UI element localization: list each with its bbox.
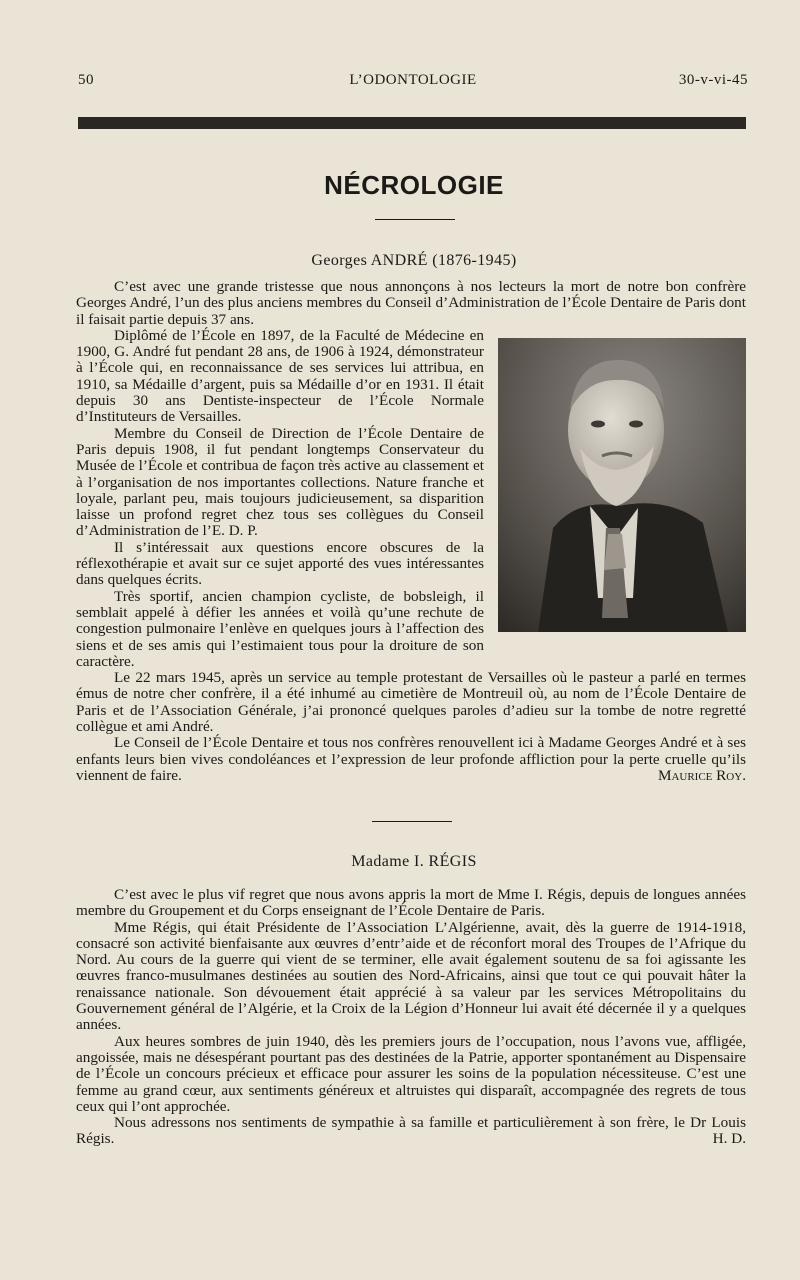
obituary-regis-body [76, 887, 746, 1148]
paragraph-text: Nous adressons nos sentiments de sympathie à sa famille et particulièrement à son frère, le Dr Louis Régis. [76, 1114, 746, 1148]
header-rule [78, 117, 746, 129]
paragraph: Membre du Conseil de Direction de l’École Dentaire de Paris depuis 1908, il fut pendant longtemps Conservateur du Musée de l’École et contribua de façon très active au classement et à l’organisation de nos importantes collections. Nature franche et loyale, parlant peu, mais toujours judicieusement, sa disparition laisse un profond regret chez tous ses collègues du Conseil d’Administration de l’E. D. P. [76, 424, 484, 540]
obituary-regis-heading: Madame I. RÉGIS [351, 853, 477, 870]
journal-title: L’ODONTOLOGIE [349, 72, 477, 88]
paragraph: Il s’intéressait aux questions encore obscures de la réflexothérapie et avait sur ce sujet apporté des vues intéressantes dans quelques écrits. [76, 538, 484, 589]
signature-hd: H. D. [712, 1130, 746, 1148]
portrait-photo [498, 338, 746, 632]
running-head [78, 72, 748, 92]
page-number: 50 [78, 72, 94, 88]
obituary-andre-body [76, 279, 746, 784]
separator-rule [372, 821, 452, 822]
paragraph: Le 22 mars 1945, après un service au temple protestant de Versailles où le pasteur a parlé en termes émus de notre cher confrère, il a été inhumé au cimetière de Montreuil où, au nom de l’École Dentaire de Paris et de l’Association Générale, j’ai prononcé quelques paroles d’adieu sur la tombe de notre regretté collègue et ami André. [76, 669, 746, 736]
paragraph: Diplômé de l’École en 1897, de la Faculté de Médecine en 1900, G. André fut pendant 28 ans, de 1906 à 1924, démonstrateur à l’École qui, en reconnaissance de ses services lui attribua, en 1910, sa Médaille d’argent, puis sa Médaille d’or en 1931. Il était depuis 30 ans Dentiste-inspecteur de l’École Normale d’Instituteurs de Versailles. [76, 326, 484, 426]
issue-date: 30-v-vi-45 [678, 72, 748, 88]
paragraph [76, 735, 746, 784]
title-underline [375, 219, 455, 220]
paragraph-text: Le Conseil de l’École Dentaire et tous nos confrères renouvellent ici à Madame Georges André et à ses enfants leurs bien vives condoléances et l’expression de leur profonde affliction pour la perte cruelle qu’ils viennent de faire. [76, 734, 746, 784]
signature-roy: Maurice Roy. [657, 766, 746, 784]
portrait-image [498, 338, 746, 632]
paragraph [76, 1115, 746, 1148]
paragraph: Aux heures sombres de juin 1940, dès les premiers jours de l’occupation, nous l’avons vue, affligée, angoissée, mais ne désespérant pourtant pas des destinées de la Patrie, apporter spontanément au Dispensaire de l’École un concours précieux et efficace pour assurer les soins de la population nécessiteuse. C’est une femme au grand cœur, aux sentiments généreux et altruistes qui disparaît, accompagnée des regrets de tous ceux qui l’ont approchée. [76, 1032, 746, 1115]
obituary-andre-heading: Georges ANDRÉ (1876-1945) [311, 252, 517, 269]
paragraph: C’est avec le plus vif regret que nous avons appris la mort de Mme I. Régis, depuis de longues années membre du Groupement et du Corps enseignant de l’École Dentaire de Paris. [76, 886, 746, 920]
paragraph: Très sportif, ancien champion cycliste, de bobsleigh, il semblait appelé à défier les années et voilà qu’une rechute de congestion pulmonaire l’enlève en quelques jours à l’affection des siens et de ses amis qui l’estimaient tous pour la droiture de son caractère. [76, 587, 484, 670]
paragraph: Mme Régis, qui était Présidente de l’Association L’Algérienne, avait, dès la guerre de 1914-1918, consacré son activité bienfaisante aux œuvres d’entr’aide et de réconfort moral des Troupes de l’Afrique du Nord. Au cours de la guerre qui vient de se terminer, elle avait également soutenu de sa foi agissante les œuvres franco-musulmanes destinées au soutien des Nord-Africains, ainsi que tout ce qui pouvait hâter la renaissance nationale. Son dévouement était apprécié à sa valeur par les services Métropolitains du Gouvernement général de l’Algérie, et la Croix de la Légion d’Honneur lui avait été décernée il y a quelques années. [76, 918, 746, 1034]
section-title: NÉCROLOGIE [324, 170, 504, 200]
paragraph: C’est avec une grande tristesse que nous annonçons à nos lecteurs la mort de notre bon confrère Georges André, l’un des plus anciens membres du Conseil d’Administration de l’École Dentaire de Paris dont il faisait partie depuis 37 ans. [76, 278, 746, 328]
